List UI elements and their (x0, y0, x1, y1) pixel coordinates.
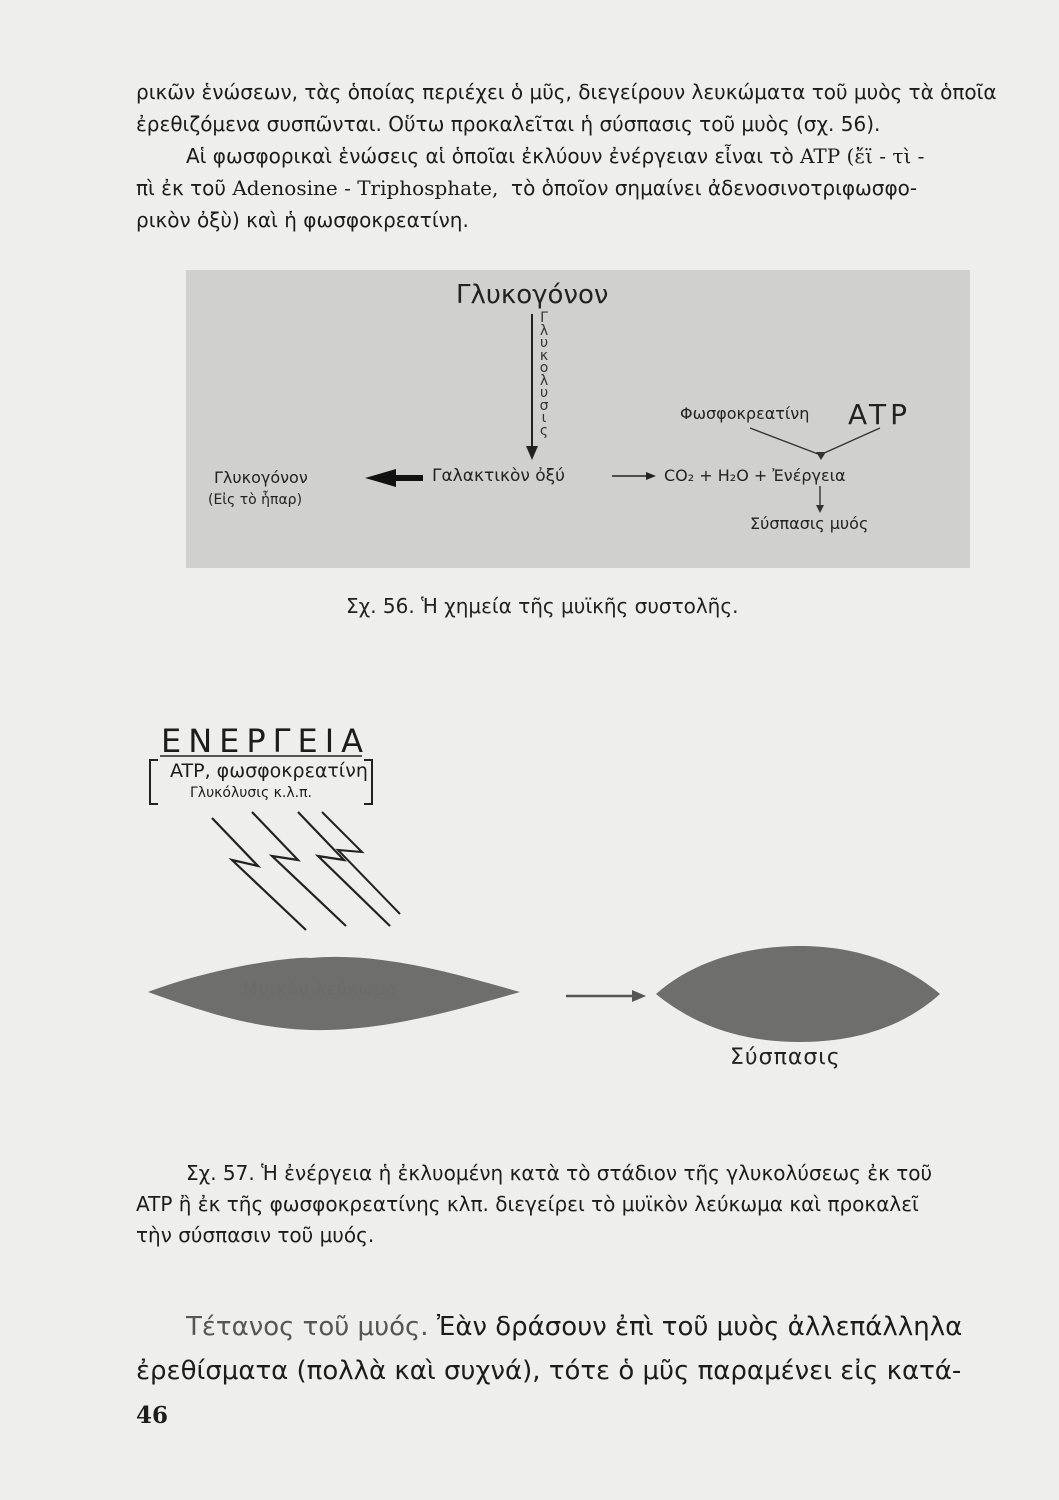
figure-57-caption-line-1: Σχ. 57. Ἡ ἐνέργεια ἡ ἐκλυομένη κατὰ τὸ στάδιον τῆς γλυκολύσεως ἐκ τοῦ (186, 1161, 933, 1185)
page-number: 46 (136, 1402, 169, 1429)
glycolysis-letter: ο (539, 360, 549, 376)
contraction-arrow-head (632, 990, 646, 1002)
figure-56-caption: Σχ. 56. Ἡ χημεία τῆς μυϊκῆς συστολῆς. (346, 594, 739, 618)
figure-57-contraction-label: Σύσπασις (730, 1045, 841, 1070)
contracted-muscle-shape (656, 946, 940, 1042)
glycogen-left-label: Γλυκογόνον (214, 468, 308, 487)
phosphocreatine-label: Φωσφοκρεατίνη (680, 404, 810, 423)
lightning-bolt-3 (298, 812, 390, 926)
paragraph-2-line-1a: Αἱ φωσφορικαὶ ἑνώσεις αἱ ὁποῖαι ἐκλύουν ἐνέργειαν εἶναι τὸ (186, 144, 794, 168)
figure-57-caption-line-2: ATP ἢ ἐκ τῆς φωσφοκρεατίνης κλπ. διεγείρει τὸ μυϊκὸν λεύκωμα καὶ προκαλεῖ (136, 1192, 919, 1216)
glycolysis-letter: ς (539, 422, 549, 439)
atp-label: ATP (848, 398, 911, 431)
glycolysis-letter: λ (539, 372, 549, 389)
figure-56-glycogen-title: Γλυκογόνον (456, 280, 609, 310)
paragraph-2-line-2b: Adenosine - Triphosphate, (232, 176, 499, 200)
to-liver-label: (Εἰς τὸ ἧπαρ) (208, 492, 303, 508)
figure-57-caption-line-3: τὴν σύσπασιν τοῦ μυός. (136, 1223, 375, 1247)
paragraph-2-line-2a: πὶ ἐκ τοῦ (136, 176, 226, 200)
glycolysis-letter: ι (541, 410, 547, 426)
paragraph-2-line-3: ρικὸν ὀξὺ) καὶ ἡ φωσφοκρεατίνη. (136, 208, 469, 232)
tetanus-line-1-rest: Ἐὰν δράσουν ἐπὶ τοῦ μυὸς ἀλλεπάλληλα (436, 1312, 963, 1342)
paragraph-1-line-2: ἐρεθιζόμενα συσπῶνται. Οὕτω προκαλεῖται ἡ σύσπασις τοῦ μυὸς (σχ. 56). (136, 112, 881, 136)
glycolysis-letter: κ (539, 347, 549, 364)
energy-sources-line-1: ATP, φωσφοκρεατίνη (170, 760, 368, 782)
tetanus-line-1 (186, 1305, 962, 1349)
muscle-protein-label: Μυϊκὸν λεύκωμα (243, 980, 398, 1000)
paragraph-2-line-1b: ATP (ἔϊ - τὶ - (800, 144, 925, 168)
glycolysis-letter: λ (539, 322, 549, 339)
paragraph-1-line-1: ρικῶν ἑνώσεων, τὰς ὁποίας περιέχει ὁ μῦς, διεγείρουν λευκώματα τοῦ μυὸς τὰ ὁποῖα (136, 80, 997, 104)
contraction-label: Σύσπασις μυός (750, 514, 869, 533)
glycolysis-letter: Γ (540, 310, 548, 326)
lactic-acid-label: Γαλακτικὸν ὀξύ (432, 466, 565, 486)
figure-57-caption (136, 1158, 996, 1251)
glycolysis-letter: σ (539, 397, 549, 414)
products-label: CO₂ + H₂O + Ἐνέργεια (664, 466, 846, 485)
bracket-right (364, 760, 372, 804)
energy-sources-line-2: Γλυκόλυσις κ.λ.π. (190, 785, 312, 801)
paragraph-2-line-2c: τὸ ὁποῖον σημαίνει ἀδενοσινοτριφωσφο- (511, 176, 918, 200)
glycolysis-letter: υ (539, 385, 549, 401)
glycolysis-letter: υ (539, 335, 549, 351)
energy-heading: ΕΝΕΡΓΕΙΑ (161, 722, 371, 760)
tetanus-heading: Τέτανος τοῦ μυός. (186, 1312, 429, 1342)
tetanus-line-2: ἐρεθίσματα (πολλὰ καὶ συχνά), τότε ὁ μῦς παραμένει εἰς κατά- (136, 1356, 962, 1386)
bracket-left (150, 760, 158, 804)
